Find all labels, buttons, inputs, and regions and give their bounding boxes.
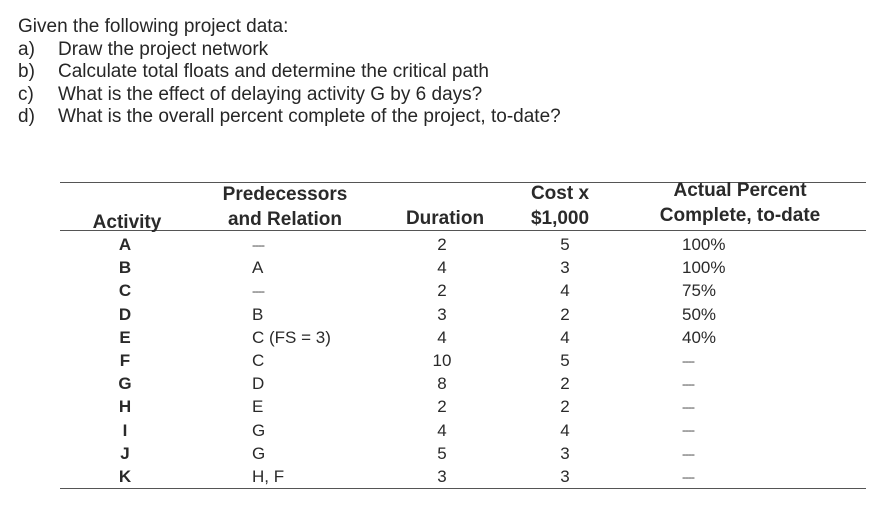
header-cost: [520, 181, 600, 231]
percent-cell: 40%: [682, 327, 717, 347]
activity-cell: C: [118, 281, 132, 301]
duration-cell: 5: [437, 443, 447, 463]
percent-cell: [682, 372, 732, 395]
question-letter: a): [18, 38, 35, 60]
percent-dash: ----: [682, 469, 694, 484]
column-cost: [550, 233, 580, 488]
predecessor-cell: C (FS = 3): [252, 327, 331, 347]
duration-cell: 4: [437, 327, 447, 347]
duration-cell: 2: [437, 397, 447, 417]
duration-cell: 3: [437, 466, 447, 486]
duration-cell: 4: [437, 258, 447, 278]
percent-cell: 100%: [682, 235, 726, 254]
predecessor-cell: G: [252, 443, 266, 463]
header-duration: Duration: [405, 208, 485, 229]
question-c: [18, 84, 858, 107]
duration-cell: 4: [437, 420, 447, 440]
question-text: What is the effect of delaying activity G by 6 days?: [58, 83, 483, 105]
percent-cell: [682, 465, 732, 488]
activity-cell: A: [118, 235, 132, 254]
table-bottom-rule: [60, 488, 866, 489]
percent-cell: 75%: [682, 281, 717, 301]
header-activity: Activity: [92, 212, 162, 233]
percent-cell: [682, 349, 732, 372]
duration-cell: 2: [437, 281, 447, 301]
activity-cell: K: [118, 466, 132, 486]
column-duration: [427, 233, 457, 488]
cost-cell: 5: [560, 235, 570, 254]
percent-dash: ----: [682, 400, 694, 415]
activity-cell: F: [119, 350, 131, 370]
predecessor-cell: H, F: [252, 466, 285, 486]
header-percent-line1: Actual Percent: [673, 180, 807, 201]
percent-dash: ----: [682, 353, 694, 368]
predecessor-dash: ----: [252, 284, 264, 299]
header-cost-line2: $1,000: [530, 208, 590, 229]
question-letter: b): [18, 61, 35, 83]
question-intro: Given the following project data:: [18, 16, 289, 37]
column-predecessors: [252, 233, 392, 488]
cost-cell: 5: [560, 350, 570, 370]
question-letter: c): [18, 83, 34, 105]
header-percent-line2: Complete, to-date: [659, 205, 821, 226]
question-a: [18, 39, 858, 62]
predecessor-cell: [252, 279, 392, 302]
predecessor-cell: A: [252, 258, 264, 278]
cost-cell: 2: [560, 304, 570, 324]
activity-cell: D: [118, 304, 132, 324]
question-text: What is the overall percent complete of the project, to-date?: [58, 106, 561, 128]
question-d: [18, 106, 858, 129]
cost-cell: 3: [560, 258, 570, 278]
percent-cell: [682, 442, 732, 465]
cost-cell: 4: [560, 327, 570, 347]
predecessor-cell: [252, 233, 392, 256]
duration-cell: 2: [437, 235, 447, 254]
predecessor-dash: ----: [252, 237, 264, 252]
cost-cell: 2: [560, 374, 570, 394]
predecessor-cell: D: [252, 374, 265, 394]
predecessor-cell: E: [252, 397, 264, 417]
percent-dash: ----: [682, 377, 694, 392]
cost-cell: 4: [560, 281, 570, 301]
activity-cell: E: [119, 327, 131, 347]
predecessor-cell: G: [252, 420, 266, 440]
project-data-table: [60, 176, 866, 492]
percent-cell: 100%: [682, 258, 726, 278]
duration-cell: 10: [432, 350, 452, 370]
column-activity: [110, 233, 140, 488]
cost-cell: 3: [560, 443, 570, 463]
percent-cell: [682, 395, 732, 418]
activity-cell: J: [120, 443, 130, 463]
question-letter: d): [18, 106, 35, 128]
percent-dash: ----: [682, 423, 694, 438]
header-predecessors: [200, 182, 370, 232]
activity-cell: H: [118, 397, 132, 417]
duration-cell: 3: [437, 304, 447, 324]
activity-cell: I: [122, 420, 128, 440]
percent-dash: ----: [682, 446, 694, 461]
activity-cell: B: [118, 258, 132, 278]
question-b: [18, 61, 858, 84]
question-text: Draw the project network: [58, 38, 269, 60]
activity-cell: G: [118, 374, 132, 394]
header-predecessors-line2: and Relation: [227, 209, 342, 230]
percent-cell: 50%: [682, 304, 717, 324]
percent-cell: [682, 419, 732, 442]
cost-cell: 2: [560, 397, 570, 417]
header-percent-complete: [640, 178, 840, 228]
column-percent-complete: [682, 233, 732, 488]
question-text: Calculate total floats and determine the critical path: [58, 61, 489, 83]
question-block: [18, 16, 858, 129]
duration-cell: 8: [437, 374, 447, 394]
predecessor-cell: B: [252, 304, 264, 324]
cost-cell: 3: [560, 466, 570, 486]
header-predecessors-line1: Predecessors: [222, 184, 348, 205]
header-cost-line1: Cost x: [530, 183, 590, 204]
cost-cell: 4: [560, 420, 570, 440]
predecessor-cell: C: [252, 350, 265, 370]
